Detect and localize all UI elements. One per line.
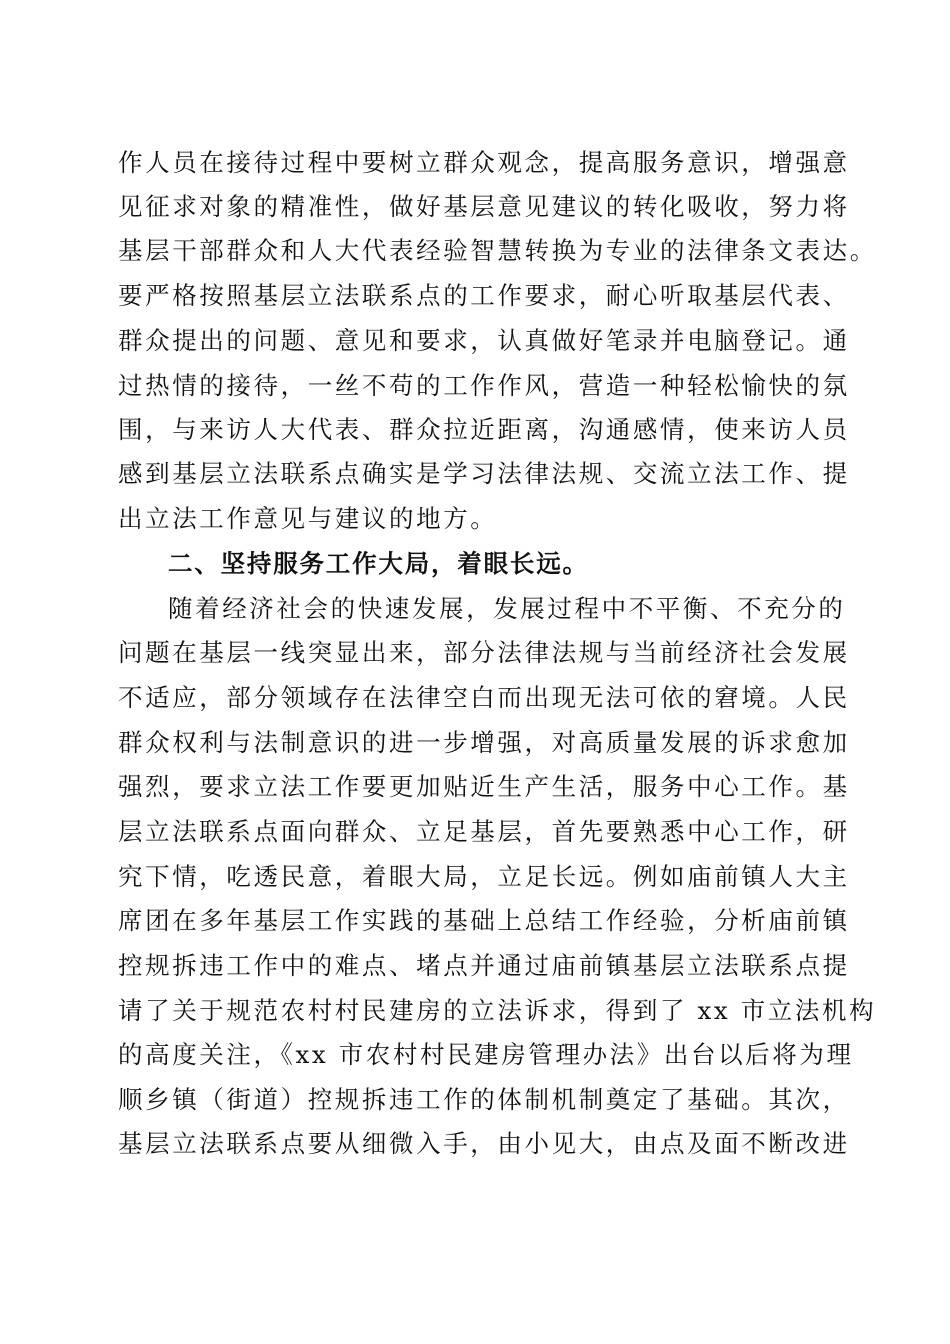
text-line: 控规拆违工作中的难点、堵点并通过庙前镇基层立法联系点提 — [118, 951, 850, 980]
text-line: 基层立法联系点要从细微入手，由小见大，由点及面不断改进 — [118, 1129, 850, 1158]
text-line: 层立法联系点面向群众、立足基层，首先要熟悉中心工作，研 — [118, 817, 850, 846]
text-line: 基层干部群众和人大代表经验智慧转换为专业的法律条文表达。 — [118, 236, 877, 265]
text-line: 作人员在接待过程中要树立群众观念，提高服务意识，增强意 — [118, 148, 850, 177]
text-line: 过热情的接待，一丝不苟的工作作风，营造一种轻松愉快的氛 — [118, 371, 850, 400]
text-line: 随着经济社会的快速发展，发展过程中不平衡、不充分的 — [168, 594, 846, 623]
text-line: 请了关于规范农村村民建房的立法诉求，得到了 xx 市立法机构 — [118, 996, 877, 1025]
text-line: 不适应，部分领域存在法律空白而出现无法可依的窘境。人民 — [118, 683, 850, 712]
text-line: 见征求对象的精准性，做好基层意见建议的转化吸收，努力将 — [118, 192, 850, 221]
text-line: 问题在基层一线突显出来，部分法律法规与当前经济社会发展 — [118, 638, 850, 667]
text-line: 群众权利与法制意识的进一步增强，对高质量发展的诉求愈加 — [118, 728, 850, 757]
text-line: 强烈，要求立法工作要更加贴近生产生活，服务中心工作。基 — [118, 772, 850, 801]
text-line: 顺乡镇（街道）控规拆违工作的体制机制奠定了基础。其次， — [118, 1085, 850, 1114]
text-line: 要严格按照基层立法联系点的工作要求，耐心听取基层代表、 — [118, 281, 850, 310]
text-line: 群众提出的问题、意见和要求，认真做好笔录并电脑登记。通 — [118, 326, 850, 355]
text-line: 出立法工作意见与建议的地方。 — [118, 504, 498, 533]
section-heading: 二、坚持服务工作大局，着眼长远。 — [168, 549, 589, 578]
text-line: 围，与来访人大代表、群众拉近距离，沟通感情，使来访人员 — [118, 415, 850, 444]
text-line: 席团在多年基层工作实践的基础上总结工作经验，分析庙前镇 — [118, 906, 850, 935]
text-line: 究下情，吃透民意，着眼大局，立足长远。例如庙前镇人大主 — [118, 862, 850, 891]
text-line: 的高度关注，《xx 市农村村民建房管理办法》出台以后将为理 — [118, 1040, 854, 1069]
text-line: 感到基层立法联系点确实是学习法律法规、交流立法工作、提 — [118, 459, 850, 488]
